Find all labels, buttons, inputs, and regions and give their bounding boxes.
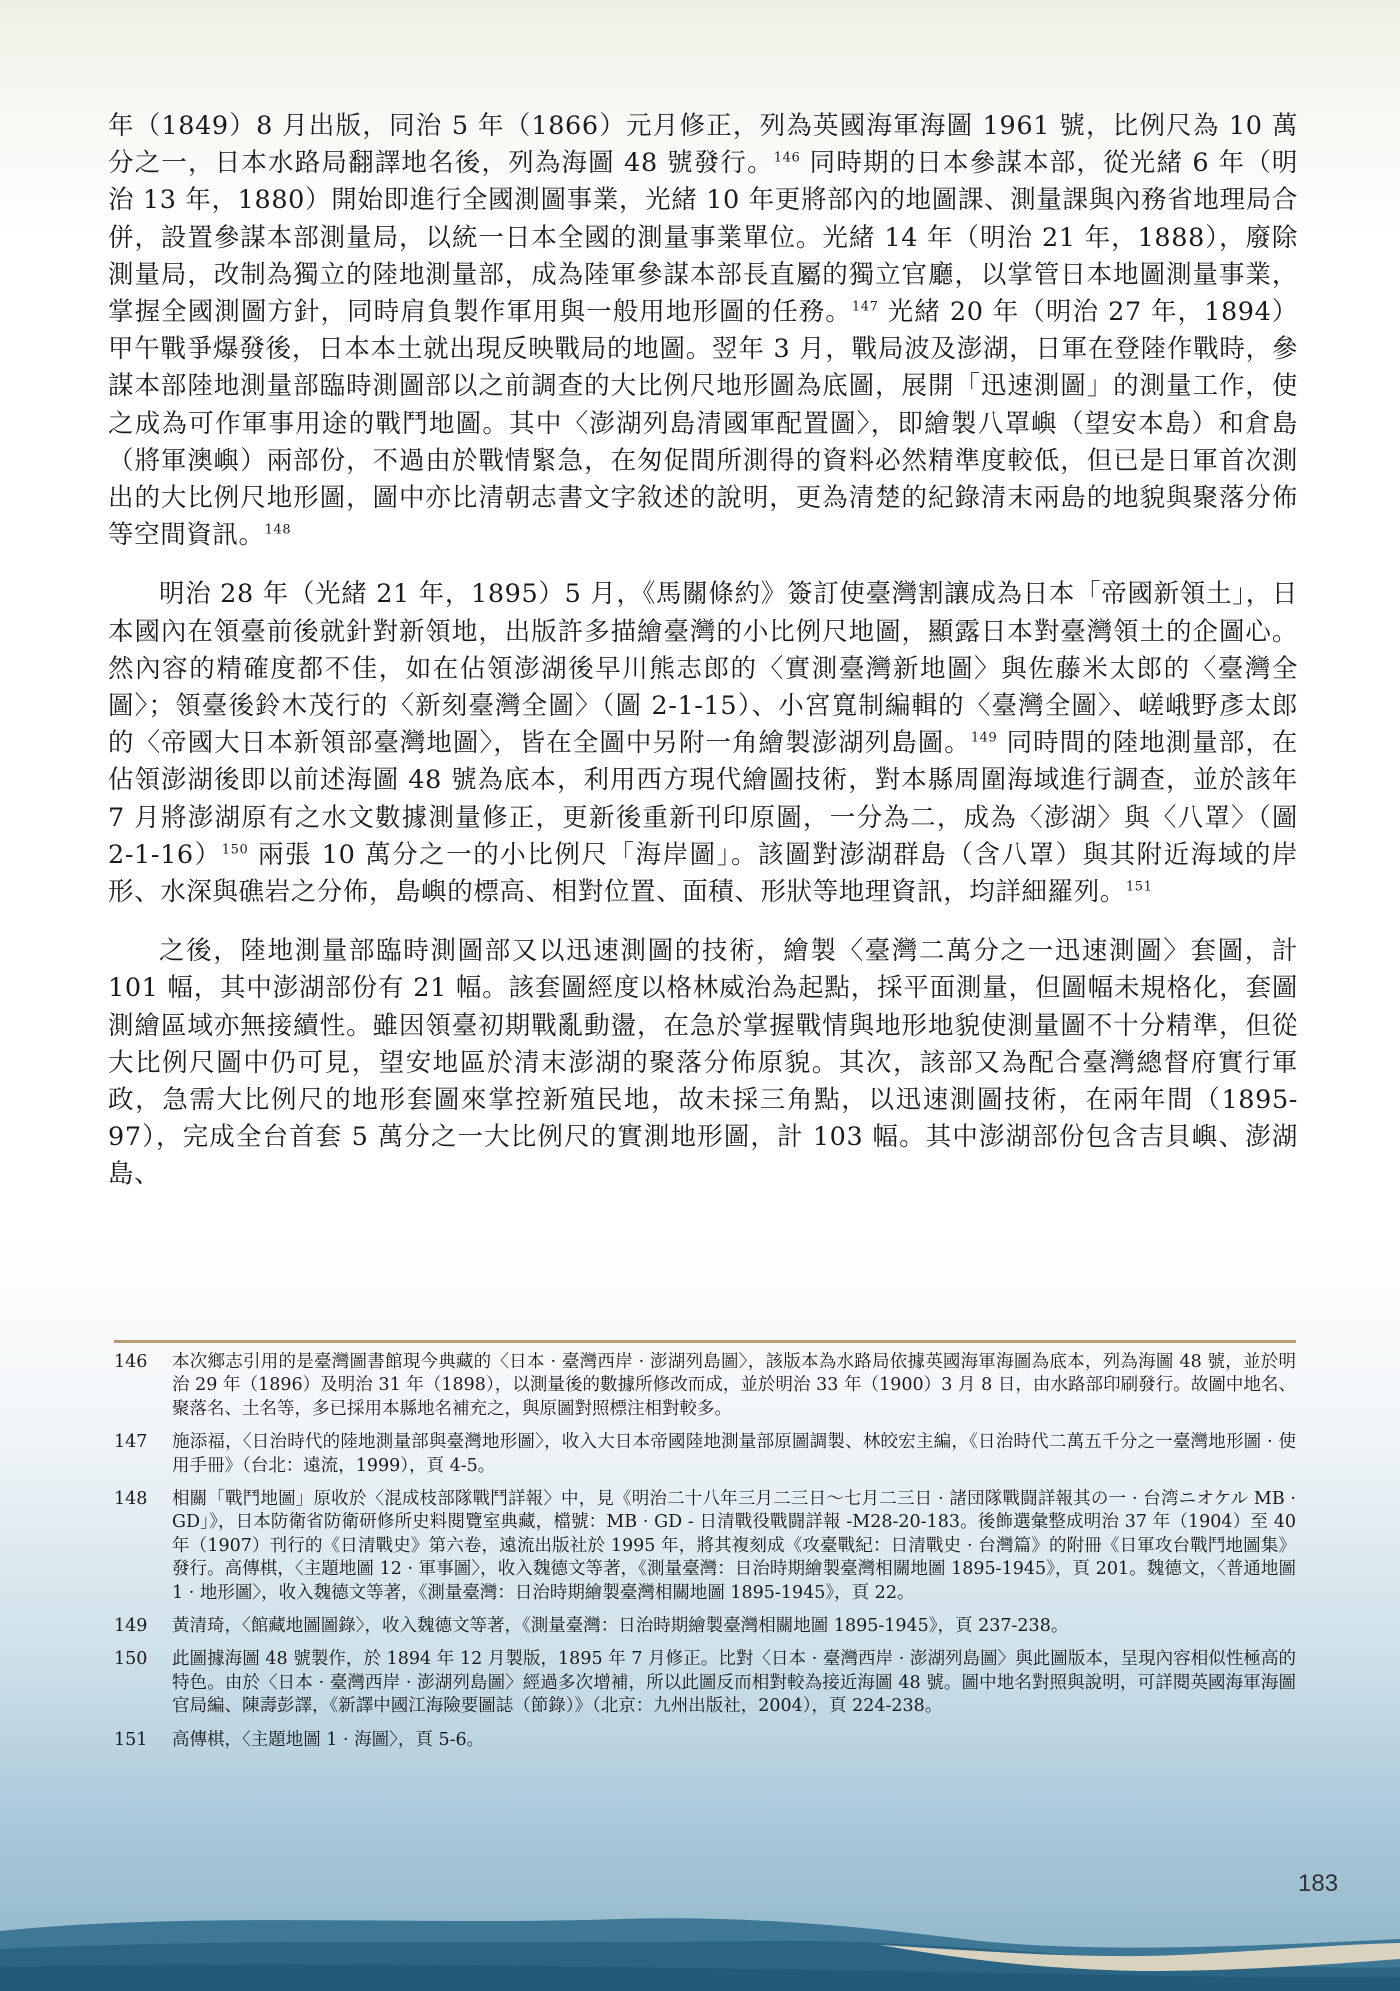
- body-paragraph: [108, 933, 1298, 1193]
- footnote-text: 高傳棋，〈主題地圖 1 · 海圖〉，頁 5-6。: [172, 1729, 485, 1750]
- footnote-item: [114, 1729, 1296, 1752]
- footnote-reference: 151: [1125, 879, 1153, 895]
- body-paragraph: [108, 108, 1298, 554]
- footnote-reference: 146: [773, 150, 801, 166]
- paragraph-text: 兩張 10 萬分之一的小比例尺「海岸圖」。該圖對澎湖群島（含八罩）與其附近海域的岸形、水深與礁岩之分佈，島嶼的標高、相對位置、面積、形狀等地理資訊，均詳細羅列。: [108, 839, 1299, 908]
- footnote-item: [114, 1351, 1296, 1421]
- footnote-reference: 147: [851, 299, 879, 315]
- footnote-number: 150: [114, 1649, 148, 1670]
- footnote-text: 此圖據海圖 48 號製作，於 1894 年 12 月製版，1895 年 7 月修正。比對〈日本 · 臺灣西岸 · 澎湖列島圖〉與此圖版本，呈現內容相似性極高的特色。由於〈日本 · 臺灣西岸 · 澎湖列島圖〉經過多次增補，所以此圖反而相對較為接近海圖 48 號。圖中地名對照與說明，可詳閱英國海軍海圖官局編、陳壽彭譯，《新譯中國江海險要圖誌（節錄）》（北京：九州出版社，2004），頁 224-238。: [172, 1649, 1296, 1717]
- footnote-item: [114, 1488, 1296, 1605]
- paragraph-text: 年（1849）8 月出版，同治 5 年（1866）元月修正，列為英國海軍海圖 1961 號，比例尺為 10 萬分之一，日本水路局翻譯地名後，列為海圖 48 號發行。: [108, 111, 1298, 179]
- coastline-illustration: [0, 1871, 1400, 1991]
- footnote-number: 146: [114, 1352, 148, 1372]
- footnote-item: [114, 1431, 1296, 1478]
- footnote-number: 147: [114, 1432, 148, 1453]
- paragraph-text: 之後，陸地測量部臨時測圖部又以迅速測圖的技術，繪製〈臺灣二萬分之一迅速測圖〉套圖，計 101 幅，其中澎湖部份有 21 幅。該套圖經度以格林威治為起點，採平面測量，但圖幅未規格化，套圖測繪區域亦無接續性。雖因領臺初期戰亂動盪，在急於掌握戰情與地形地貌使測量圖不十分精準，但從大比例尺圖中仍可見，望安地區於清末澎湖的聚落分佈原貌。其次，該部又為配合臺灣總督府實行軍政，急需大比例尺的地形套圖來掌控新殖民地，故未採三角點，以迅速測圖技術，在兩年間（1895-97），完成全台首套 5 萬分之一大比例尺的實測地形圖，計 103 幅。其中澎湖部份包含吉貝嶼、澎湖島、: [108, 936, 1298, 1190]
- paragraph-text: 光緒 20 年（明治 27 年，1894）甲午戰爭爆發後，日本本土就出現反映戰局的地圖。翌年 3 月，戰局波及澎湖，日軍在登陸作戰時，參謀本部陸地測量部臨時測圖部以之前調查的大比例尺地形圖為底圖，展開「迅速測圖」的測量工作，使之成為可作軍事用途的戰鬥地圖。其中〈澎湖列島清國軍配置圖〉，即繪製八罩嶼（望安本島）和倉島（將軍澳嶼）兩部份，不過由於戰情緊急，在匆促間所測得的資料必然精準度較低，但已是日軍首次測出的大比例尺地形圖，圖中亦比清朝志書文字敘述的說明，更為清楚的紀錄清末兩島的地貌與聚落分佈等空間資訊。: [108, 297, 1298, 551]
- paragraph-text: 同時期的日本參謀本部，從光緒 6 年（明治 13 年，1880）開始即進行全國測圖事業，光緒 10 年更將部內的地圖課、測量課與內務省地理局合併，設置參謀本部測量局，以統一日本全國的測量事業單位。光緒 14 年（明治 21 年，1888），廢除測量局，改制為獨立的陸地測量部，成為陸軍參謀本部長直屬的獨立官廳，以掌管日本地圖測量事業，掌握全國測圖方針，同時肩負製作軍用與一般用地形圖的任務。: [108, 148, 1298, 328]
- footnote-reference: 150: [221, 842, 249, 858]
- footnote-reference: 149: [970, 730, 998, 746]
- footnote-item: [114, 1615, 1296, 1638]
- footnotes-section: [114, 1351, 1296, 1762]
- footnote-item: [114, 1648, 1296, 1718]
- paragraph-text: 明治 28 年（光緒 21 年，1895）5 月，《馬關條約》簽訂使臺灣割讓成為日本「帝國新領土」，日本國內在領臺前後就針對新領地，出版許多描繪臺灣的小比例尺地圖，顯露日本對臺灣領土的企圖心。然內容的精確度都不佳，如在佔領澎湖後早川熊志郎的〈實測臺灣新地圖〉與佐藤米太郎的〈臺灣全圖〉；領臺後鈴木茂行的〈新刻臺灣全圖〉（圖 2-1-15）、小宮寬制編輯的〈臺灣全圖〉、嵯峨野彥太郎的〈帝國大日本新領部臺灣地圖〉，皆在全圖中另附一角繪製澎湖列島圖。: [108, 579, 1298, 759]
- page-number: 183: [1298, 1870, 1339, 1897]
- footnote-text: 施添福，〈日治時代的陸地測量部與臺灣地形圖〉，收入大日本帝國陸地測量部原圖調製、林皎宏主編，《日治時代二萬五千分之一臺灣地形圖 · 使用手冊》（台北：遠流，1999），頁 4-5。: [172, 1432, 1296, 1476]
- main-body-text: [108, 108, 1298, 1216]
- footnote-number: 148: [114, 1489, 148, 1510]
- footnote-reference: 148: [264, 522, 292, 538]
- body-paragraph: [108, 576, 1298, 911]
- footnote-text: 黃清琦，〈館藏地圖圖錄〉，收入魏德文等著，《測量臺灣：日治時期繪製臺灣相關地圖 1895-1945》，頁 237-238。: [172, 1616, 1069, 1637]
- footnote-divider: [114, 1340, 1296, 1343]
- footnote-text: 相關「戰鬥地圖」原收於〈混成枝部隊戰鬥詳報〉中，見《明治二十八年三月二三日～七月二三日 · 諸団隊戰闘詳報其の一 · 台湾ニオケル MB · GD」》，日本防衛省防衛研修所史料閱覽室典藏，檔號：MB · GD - 日清戰役戰闘詳報 -M28-20-183。後飾選彙整成明治 37 年（1904）至 40 年（1907）刊行的《日清戰史》第六卷，遠流出版社於 1995 年，將其複刻成《攻臺戰紀：日清戰史 · 台灣篇》的附冊《日軍攻台戰鬥地圖集》發行。高傳棋，〈主題地圖 12 · 軍事圖〉，收入魏德文等著，《測量臺灣：日治時期繪製臺灣相關地圖 1895-1945》，頁 201。魏德文，〈普通地圖 1 · 地形圖〉，收入魏德文等著，《測量臺灣：日治時期繪製臺灣相關地圖 1895-1945》，頁 22。: [172, 1489, 1296, 1603]
- footnote-number: 149: [114, 1616, 148, 1637]
- footnote-number: 151: [114, 1729, 148, 1750]
- footnote-text: 本次鄉志引用的是臺灣圖書館現今典藏的〈日本 · 臺灣西岸 · 澎湖列島圖〉，該版本為水路局依據英國海軍海圖為底本，列為海圖 48 號，並於明治 29 年（1896）及明治 31 年（1898），以測量後的數據所修改而成，並於明治 33 年（1900）3 月 8 日，由水路部印刷發行。故圖中地名、聚落名、土名等，多已採用本縣地名補充之，與原圖對照標注相對較多。: [172, 1352, 1296, 1419]
- paragraph-text: 同時間的陸地測量部，在佔領澎湖後即以前述海圖 48 號為底本，利用西方現代繪圖技術，對本縣周圍海域進行調查，並於該年 7 月將澎湖原有之水文數據測量修正，更新後重新刊印原圖，一分為二，成為〈澎湖〉與〈八罩〉（圖 2-1-16）: [108, 728, 1298, 870]
